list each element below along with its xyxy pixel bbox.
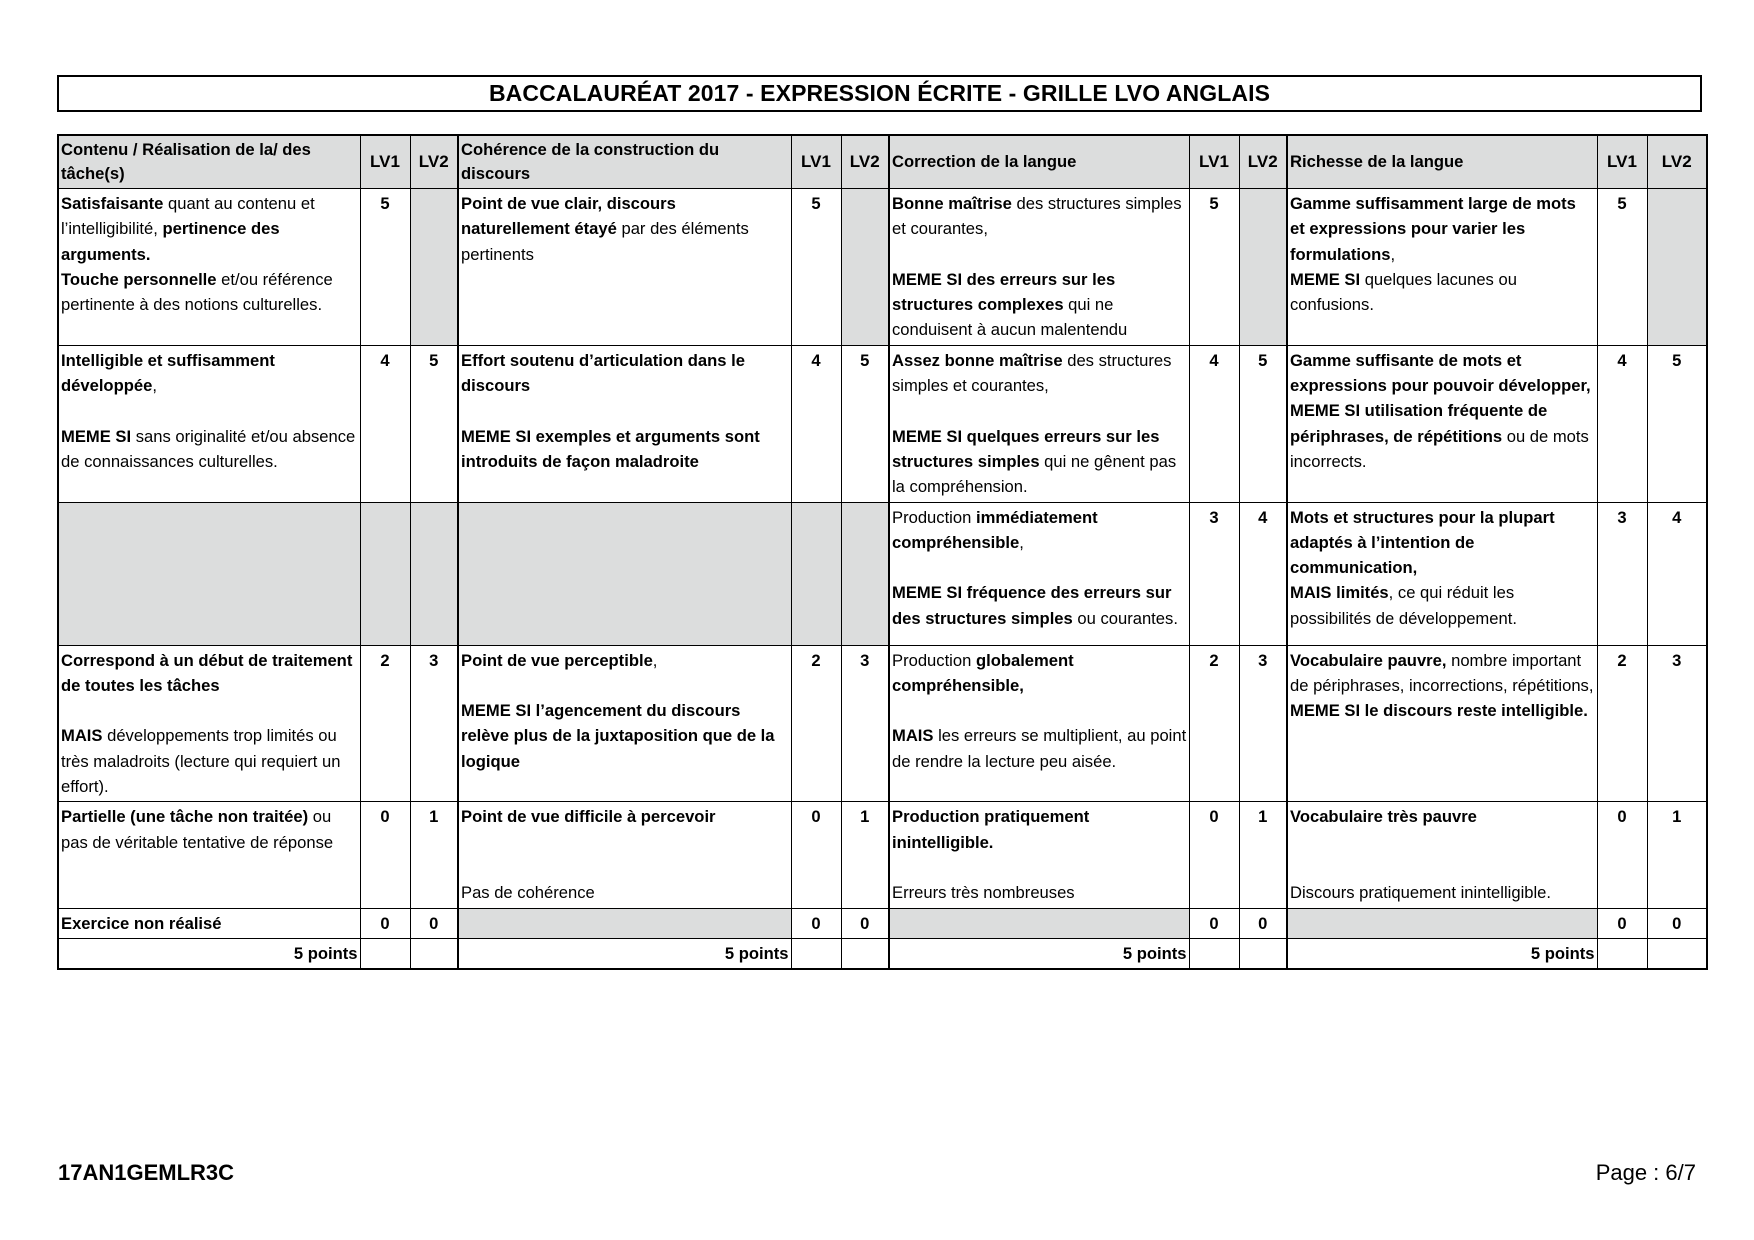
- text: ou de mots incorrects.: [1290, 426, 1589, 471]
- blank-line: [461, 673, 789, 698]
- blank-line: [892, 398, 1187, 423]
- descriptor-paragraph: [61, 648, 358, 699]
- descriptor-paragraph: [1290, 505, 1595, 581]
- text: des structures simples et courantes,: [892, 194, 1182, 239]
- lv2-header: LV2: [1647, 135, 1707, 189]
- bold-text: Touche personnelle: [61, 269, 217, 289]
- bold-text: MEME SI le discours reste intelligible.: [1290, 701, 1588, 721]
- empty-cell: [1189, 938, 1239, 969]
- criterion-header: Cohérence de la construction du discours: [458, 135, 791, 189]
- descriptor-cell: [889, 645, 1189, 802]
- lv1-header: LV1: [360, 135, 410, 189]
- blank-line: [61, 698, 358, 723]
- level-row-r5: [58, 189, 1707, 346]
- bold-text: Vocabulaire très pauvre: [1290, 807, 1477, 827]
- header-row: [58, 135, 1707, 189]
- lv1-header: LV1: [1597, 135, 1647, 189]
- page-number: Page : 6/7: [1595, 1160, 1696, 1185]
- bold-text: Intelligible et suffisamment développée: [61, 350, 275, 396]
- empty-cell: [1239, 938, 1287, 969]
- exercise-not-done-row: [58, 908, 1707, 938]
- bold-text: Production pratiquement inintelligible.: [892, 807, 1090, 852]
- totals-row: [58, 938, 1707, 969]
- blank-line: [461, 830, 789, 855]
- empty-cell: [410, 938, 458, 969]
- descriptor-paragraph: [1290, 804, 1595, 829]
- text: Pas de cohérence: [461, 883, 595, 903]
- text: Production: [892, 650, 976, 670]
- text: ,: [652, 650, 658, 670]
- blank-line: [892, 555, 1187, 580]
- descriptor-cell: [58, 502, 360, 645]
- text: quant au contenu et l’intelligibilité,: [61, 194, 315, 239]
- lv2-score: 1: [1239, 802, 1287, 908]
- text: qui ne gênent pas la compréhension.: [892, 451, 1177, 497]
- lv1-score: 3: [1189, 502, 1239, 645]
- bold-text: Satisfaisante: [61, 194, 164, 213]
- lv1-score: 5: [360, 189, 410, 346]
- bold-text: MAIS: [892, 726, 934, 746]
- descriptor-paragraph: [61, 804, 358, 855]
- lv1-header: LV1: [1189, 135, 1239, 189]
- descriptor-cell: [889, 345, 1189, 502]
- lv2-score: 3: [1647, 645, 1707, 802]
- bold-text: Vocabulaire pauvre,: [1290, 650, 1447, 670]
- lv1-score: 3: [1597, 502, 1647, 645]
- criterion-header: Correction de la langue: [889, 135, 1189, 189]
- descriptor-cell: [458, 802, 791, 908]
- lv2-score: [841, 189, 889, 346]
- lv2-score: [410, 502, 458, 645]
- descriptor-paragraph: [892, 648, 1187, 699]
- bold-text: Gamme suffisamment large de mots et expressions pour varier les formulations: [1290, 194, 1576, 264]
- descriptor-paragraph: [461, 698, 789, 774]
- grading-grid: [57, 134, 1708, 970]
- empty-cell: [360, 938, 410, 969]
- descriptor-cell: [458, 645, 791, 802]
- level-row-r2: [58, 645, 1707, 802]
- empty-cell: [791, 938, 841, 969]
- lv2-score: 0: [1647, 908, 1707, 938]
- text: sans originalité et/ou absence de connaissances culturelles.: [61, 426, 356, 471]
- descriptor-cell: [458, 502, 791, 645]
- text: les erreurs se multiplient, au point de rendre la lecture peu aisée.: [892, 726, 1187, 771]
- bold-text: Point de vue perceptible: [461, 650, 653, 670]
- lv1-score: 0: [791, 908, 841, 938]
- bold-text: Assez bonne maîtrise: [892, 350, 1063, 370]
- lv1-score: 5: [1189, 189, 1239, 346]
- blank-line: [892, 242, 1187, 267]
- lv1-score: 4: [1189, 345, 1239, 502]
- text: ,: [152, 376, 157, 396]
- descriptor-paragraph: [461, 424, 789, 475]
- descriptor-cell: [58, 345, 360, 502]
- descriptor-cell: [58, 189, 360, 346]
- descriptor-paragraph: [892, 804, 1187, 855]
- level-row-r3: [58, 502, 1707, 645]
- text: des structures simples et courantes,: [892, 350, 1172, 396]
- lv2-score: [410, 189, 458, 346]
- lv1-score: 0: [1189, 802, 1239, 908]
- lv2-score: 3: [410, 645, 458, 802]
- text: ,: [1390, 244, 1396, 264]
- bold-text: Point de vue difficile à percevoir: [461, 807, 716, 827]
- lv2-score: 1: [841, 802, 889, 908]
- points-total: 5 points: [458, 938, 791, 969]
- bold-text: MEME SI des erreurs sur les structures complexes: [892, 269, 1116, 315]
- bold-text: MEME SI l’agencement du discours relève plus de la juxtaposition que de la logique: [461, 701, 775, 771]
- descriptor-cell: [1287, 502, 1597, 645]
- bold-text: MAIS: [61, 726, 103, 746]
- bold-text: MEME SI: [1290, 269, 1361, 289]
- lv1-score: 2: [360, 645, 410, 802]
- text: ,: [1019, 532, 1024, 552]
- points-total: 5 points: [1287, 938, 1597, 969]
- lv2-score: 5: [1647, 345, 1707, 502]
- descriptor-paragraph: [1290, 398, 1595, 474]
- lv2-score: 0: [410, 908, 458, 938]
- empty-cell: [458, 908, 791, 938]
- document-code: 17AN1GEMLR3C: [58, 1160, 235, 1185]
- lv2-score: 5: [841, 345, 889, 502]
- blank-line: [892, 698, 1187, 723]
- criterion-header: Richesse de la langue: [1287, 135, 1597, 189]
- bold-text: MEME SI: [61, 426, 132, 446]
- bold-text: Point de vue clair, discours naturellement étayé: [461, 194, 676, 239]
- bold-text: Effort soutenu d’articulation dans le discours: [461, 350, 745, 396]
- points-total: 5 points: [58, 938, 360, 969]
- empty-cell: [1287, 908, 1597, 938]
- descriptor-paragraph: [1290, 698, 1595, 723]
- lv1-score: 2: [791, 645, 841, 802]
- lv1-score: 4: [1597, 345, 1647, 502]
- lv2-score: [841, 502, 889, 645]
- blank-line: [461, 855, 789, 880]
- blank-line: [1290, 830, 1595, 855]
- lv2-score: 3: [1239, 645, 1287, 802]
- descriptor-paragraph: [61, 348, 358, 399]
- text: ou courantes.: [1072, 608, 1178, 628]
- lv1-score: 2: [1597, 645, 1647, 802]
- empty-cell: [1647, 938, 1707, 969]
- lv1-score: 0: [1189, 908, 1239, 938]
- blank-line: [461, 398, 789, 423]
- lv2-score: [1239, 189, 1287, 346]
- lv1-score: [360, 502, 410, 645]
- descriptor-cell: [58, 802, 360, 908]
- descriptor-paragraph: [892, 267, 1187, 343]
- text: nombre important de périphrases, incorrections, répétitions,: [1290, 650, 1594, 695]
- descriptor-paragraph: [1290, 348, 1595, 399]
- text: par des éléments pertinents: [461, 219, 749, 264]
- bold-text: MEME SI quelques erreurs sur les structures simples: [892, 426, 1160, 471]
- lv2-score: 0: [841, 908, 889, 938]
- text: , ce qui réduit les possibilités de développement.: [1290, 583, 1517, 628]
- criterion-header: Contenu / Réalisation de la/ des tâche(s): [58, 135, 360, 189]
- text: Discours pratiquement inintelligible.: [1290, 883, 1552, 903]
- lv1-score: 0: [360, 908, 410, 938]
- descriptor-paragraph: [892, 723, 1187, 774]
- lv2-header: LV2: [841, 135, 889, 189]
- lv1-score: 0: [360, 802, 410, 908]
- blank-line: [892, 855, 1187, 880]
- bold-text: MAIS limités: [1290, 583, 1389, 603]
- lv2-score: 4: [1239, 502, 1287, 645]
- descriptor-cell: [1287, 345, 1597, 502]
- text: développements trop limités ou très maladroits (lecture qui requiert un effort).: [61, 726, 341, 797]
- blank-line: [1290, 855, 1595, 880]
- descriptor-cell: [458, 189, 791, 346]
- text: Production: [892, 507, 976, 527]
- lv2-score: 4: [1647, 502, 1707, 645]
- empty-cell: [1597, 938, 1647, 969]
- bold-text: Correspond à un début de traitement de toutes les tâches: [61, 650, 353, 695]
- text: ou pas de véritable tentative de réponse: [61, 807, 334, 852]
- lv1-score: 4: [360, 345, 410, 502]
- text: qui ne conduisent à aucun malentendu: [892, 295, 1128, 340]
- level-row-r0: [58, 802, 1707, 908]
- lv2-header: LV2: [1239, 135, 1287, 189]
- descriptor-paragraph: [461, 804, 789, 829]
- descriptor-cell: [1287, 645, 1597, 802]
- document-title: BACCALAURÉAT 2017 - EXPRESSION ÉCRITE - GRILLE LVO ANGLAIS: [57, 75, 1702, 112]
- descriptor-paragraph: [892, 505, 1187, 556]
- descriptor-cell: [889, 189, 1189, 346]
- blank-line: [61, 398, 358, 423]
- lv1-score: 2: [1189, 645, 1239, 802]
- lv1-score: 0: [1597, 802, 1647, 908]
- bold-text: Gamme suffisante de mots et expressions pour pouvoir développer,: [1290, 350, 1591, 396]
- descriptor-paragraph: [61, 267, 358, 318]
- descriptor-paragraph: [61, 723, 358, 799]
- descriptor-cell: [458, 345, 791, 502]
- descriptor-cell: [889, 802, 1189, 908]
- lv2-score: [1647, 189, 1707, 346]
- descriptor-paragraph: [1290, 580, 1595, 631]
- lv2-score: 5: [410, 345, 458, 502]
- descriptor-cell: [58, 645, 360, 802]
- lv1-score: 0: [791, 802, 841, 908]
- lv1-score: 4: [791, 345, 841, 502]
- descriptor-paragraph: [461, 191, 789, 267]
- text: et/ou référence pertinente à des notions culturelles.: [61, 269, 333, 315]
- descriptor-paragraph: [892, 191, 1187, 242]
- exercise-not-done-label: Exercice non réalisé: [58, 908, 360, 938]
- bold-text: MEME SI exemples et arguments sont introduits de façon maladroite: [461, 426, 760, 471]
- lv1-score: 5: [1597, 189, 1647, 346]
- bold-text: MEME SI fréquence des erreurs sur des structures simples: [892, 583, 1172, 628]
- lv1-header: LV1: [791, 135, 841, 189]
- bold-text: Partielle (une tâche non traitée): [61, 807, 309, 827]
- lv1-score: 5: [791, 189, 841, 346]
- descriptor-paragraph: [1290, 267, 1595, 318]
- level-row-r4: [58, 345, 1707, 502]
- empty-cell: [841, 938, 889, 969]
- descriptor-cell: [1287, 802, 1597, 908]
- lv1-score: [791, 502, 841, 645]
- bold-text: globalement compréhensible,: [892, 650, 1074, 695]
- lv2-score: 5: [1239, 345, 1287, 502]
- text: quelques lacunes ou confusions.: [1290, 269, 1517, 315]
- bold-text: Bonne maîtrise: [892, 194, 1012, 213]
- descriptor-paragraph: [1290, 648, 1595, 699]
- lv2-score: 1: [410, 802, 458, 908]
- descriptor-paragraph: [61, 424, 358, 475]
- lv2-score: 0: [1239, 908, 1287, 938]
- descriptor-paragraph: [1290, 191, 1595, 267]
- bold-text: MEME SI utilisation fréquente de périphrases, de répétitions: [1290, 401, 1548, 446]
- bold-text: Mots et structures pour la plupart adaptés à l’intention de communication,: [1290, 507, 1555, 578]
- descriptor-paragraph: [461, 648, 789, 673]
- descriptor-paragraph: [892, 580, 1187, 631]
- lv2-header: LV2: [410, 135, 458, 189]
- text: Erreurs très nombreuses: [892, 883, 1075, 903]
- descriptor-cell: [889, 502, 1189, 645]
- descriptor-paragraph: [892, 348, 1187, 399]
- descriptor-paragraph: [461, 880, 789, 905]
- bold-text: pertinence des arguments.: [61, 219, 280, 264]
- descriptor-paragraph: [461, 348, 789, 399]
- descriptor-paragraph: [61, 191, 358, 267]
- descriptor-paragraph: [892, 880, 1187, 905]
- descriptor-paragraph: [892, 424, 1187, 500]
- lv2-score: 3: [841, 645, 889, 802]
- points-total: 5 points: [889, 938, 1189, 969]
- descriptor-cell: [1287, 189, 1597, 346]
- descriptor-paragraph: [1290, 880, 1595, 905]
- lv1-score: 0: [1597, 908, 1647, 938]
- lv2-score: 1: [1647, 802, 1707, 908]
- empty-cell: [889, 908, 1189, 938]
- bold-text: immédiatement compréhensible: [892, 507, 1098, 552]
